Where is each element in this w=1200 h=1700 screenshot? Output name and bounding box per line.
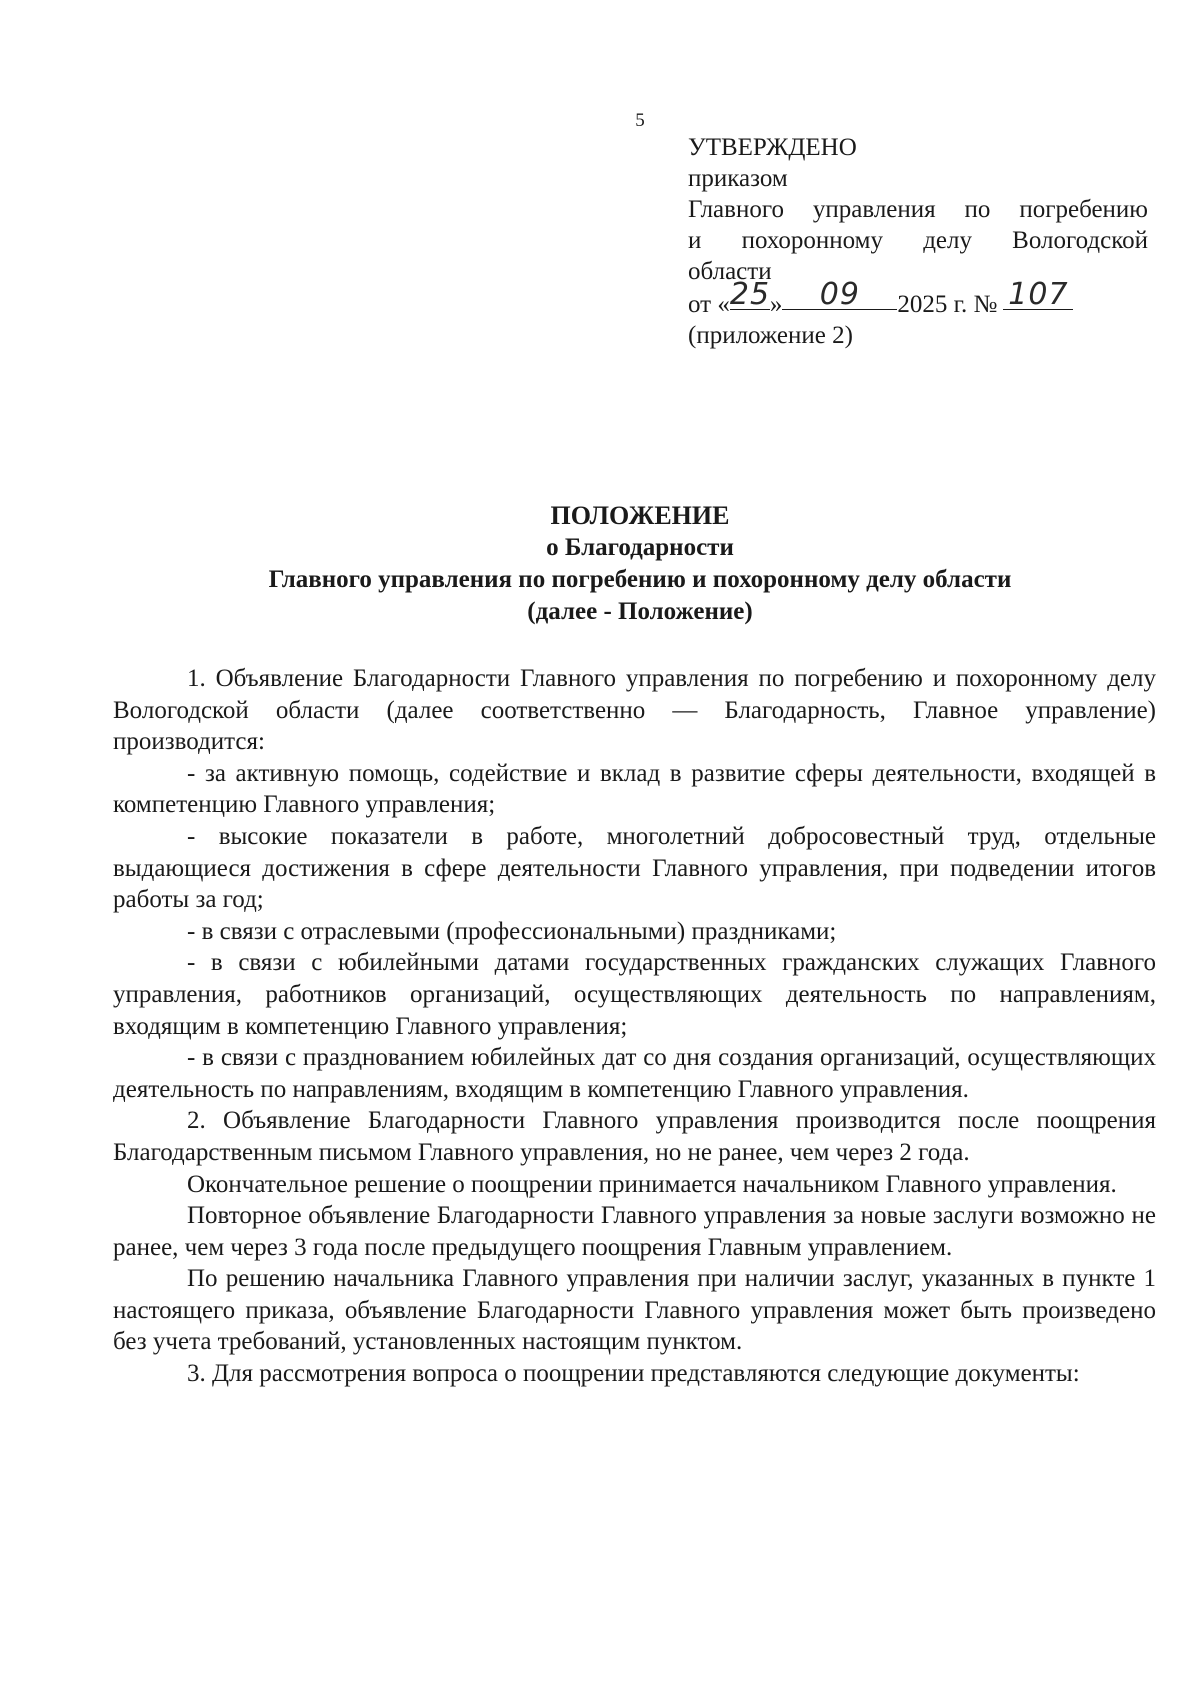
approval-block — [688, 132, 1148, 351]
approval-line-agency-cont: и похоронному делу Вологодской — [688, 227, 1148, 254]
date-year-text: 2025 г. № — [897, 291, 998, 318]
title-agency: Главного управления по погребению и похоронному делу области — [268, 566, 1012, 593]
handwritten-number: 107 — [1008, 277, 1069, 312]
page-number: 5 — [635, 110, 645, 131]
approval-date-line — [688, 277, 1148, 320]
document-body — [113, 663, 1156, 1390]
paragraph: - высокие показатели в работе, многолетний добросовестный труд, отдельные выдающиеся достижения в сфере деятельности Главного управления, при подведении итогов работы за год; — [113, 822, 1156, 914]
title-abbreviation: (далее - Положение) — [527, 598, 753, 625]
day-field — [729, 277, 771, 312]
paragraph: - в связи с празднованием юбилейных дат со дня создания организаций, осуществляющих деятельность по направлениям, входящим в компетенцию Главного управления. — [113, 1044, 1156, 1103]
title-subject: о Благодарности — [546, 534, 734, 561]
date-prefix: от « — [688, 291, 730, 318]
paragraph: 3. Для рассмотрения вопроса о поощрении представляются следующие документы: — [187, 1360, 1080, 1388]
paragraph: По решению начальника Главного управления при наличии заслуг, указанных в пункте 1 настоящего приказа, объявление Благодарности Главного управления может быть произведено без учета требований, установленных настоящим пунктом. — [113, 1265, 1156, 1356]
approval-line-order: приказом — [688, 165, 788, 192]
paragraph: Окончательное решение о поощрении принимается начальником Главного управления. — [187, 1170, 1117, 1198]
handwritten-day: 25 — [729, 277, 771, 312]
month-field — [782, 277, 897, 312]
number-field — [1003, 277, 1073, 312]
approval-stamp: УТВЕРЖДЕНО — [688, 134, 857, 161]
document-title — [0, 500, 1200, 628]
approval-appendix: (приложение 2) — [688, 322, 853, 349]
handwritten-month: 09 — [819, 277, 860, 312]
paragraph: 1. Объявление Благодарности Главного управления по погребению и похоронному делу Вологодской области (далее соответственно — Благодарность, Главное управление) производится: — [113, 665, 1156, 756]
paragraph: - в связи с отраслевыми (профессиональными) праздниками; — [187, 917, 837, 945]
paragraph: - за активную помощь, содействие и вклад в развитие сферы деятельности, входящей в компетенцию Главного управления; — [113, 759, 1156, 819]
paragraph: 2. Объявление Благодарности Главного управления производится после поощрения Благодарственным письмом Главного управления, но не ранее, чем через 2 года. — [113, 1107, 1156, 1166]
date-day-close: » — [769, 291, 783, 318]
approval-line-region: области — [688, 258, 772, 285]
approval-line-agency: Главного управления по погребению — [688, 196, 1148, 223]
paragraph: Повторное объявление Благодарности Главного управления за новые заслуги возможно не ранее, чем через 3 года после предыдущего поощрения Главным управлением. — [113, 1202, 1156, 1261]
paragraph: - в связи с юбилейными датами государственных гражданских служащих Главного управления, работников организаций, осуществляющих деятельность по направлениям, входящим в компетенцию Главного управления; — [113, 949, 1156, 1040]
title-main: ПОЛОЖЕНИЕ — [550, 501, 730, 530]
